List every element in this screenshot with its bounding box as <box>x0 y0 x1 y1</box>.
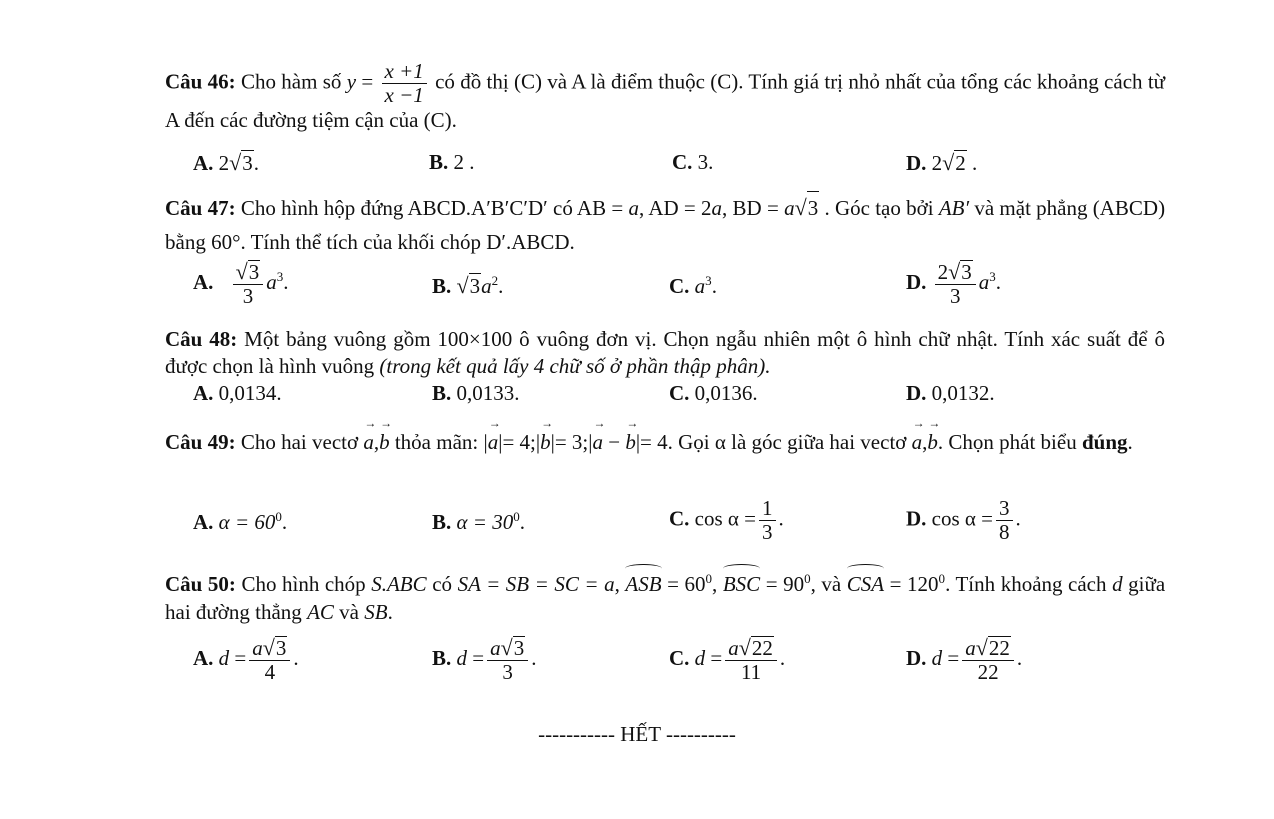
option-key: C. <box>669 381 690 405</box>
option-value: 0,0136. <box>694 381 758 405</box>
math-var: SB <box>364 600 388 625</box>
fraction <box>935 260 976 308</box>
vector-b: → b <box>927 424 938 462</box>
angle-csa: CSA <box>847 566 884 598</box>
option-key: A. <box>193 645 214 670</box>
question-text: có <box>432 572 453 596</box>
question-text: , BD = <box>722 196 779 220</box>
question-text: phát biểu <box>999 430 1077 454</box>
fraction <box>996 497 1013 544</box>
question-text: và <box>339 600 359 625</box>
denominator: 11 <box>740 660 762 685</box>
option-value: 2 <box>931 151 943 175</box>
denominator: 3 <box>762 520 773 545</box>
denominator: 3 <box>502 660 513 685</box>
option-d[interactable] <box>906 381 995 406</box>
numerator: a √ 3 <box>487 636 528 661</box>
option-c[interactable] <box>669 381 758 406</box>
option-key: A. <box>193 269 214 294</box>
question-text: . Tính <box>945 572 996 596</box>
question-49: Câu 49: Cho hai vectơ → a,→ b thỏa mãn: |→ a|= 4;|→ b|= 3;|→ a − → b|= 4. Gọi α là góc giữa hai vectơ → a,→ b. Chọn phát biểu đúng. <box>165 424 1165 462</box>
option-b[interactable]: B. d = a √ 3 3 . <box>432 635 537 685</box>
option-key: C. <box>669 645 690 670</box>
angle-asb: ASB <box>625 566 661 598</box>
question-text: giữa hai đường thẳng <box>165 572 1166 625</box>
question-text: , AD = 2 <box>638 196 712 220</box>
numerator: √ 3 <box>233 260 264 285</box>
question-text: Cho hình chóp <box>241 572 366 596</box>
denominator: x −1 <box>384 83 424 108</box>
option-tail: . <box>253 151 260 175</box>
angle-value: = 60 <box>667 572 706 596</box>
fraction <box>759 497 776 544</box>
question-text: Cho hai vectơ <box>240 430 359 454</box>
option-a[interactable]: A. √ 3 3 $a^3$. <box>193 259 289 309</box>
option-a[interactable] <box>193 150 259 176</box>
option-value: 0,0134. <box>218 381 282 405</box>
option-d[interactable]: D. 2 √ 3 3 $a^3$. <box>906 259 1002 309</box>
question-text: có đồ thị (C) và A là điểm thuộc (C). Tính giá trị nhỏ nhất của tổng các khoảng cách từ A đến các đường tiệm cận của (C). <box>165 69 1166 133</box>
question-47 <box>165 190 1165 259</box>
sqrt: √ 3 <box>795 190 820 225</box>
math-var: y <box>346 69 357 94</box>
options-49 <box>193 497 1193 553</box>
denominator: 3 <box>949 284 961 309</box>
angle-bsc: BSC <box>723 566 760 598</box>
radicand: 22 <box>988 636 1010 661</box>
numerator: a √ 3 <box>249 636 290 661</box>
sqrt: √ 3 <box>229 150 253 175</box>
angle-value: = 120 <box>889 572 939 596</box>
question-text: thỏa mãn: <box>394 430 479 454</box>
option-value: 2 . <box>453 150 475 174</box>
option-value: 2 <box>218 151 230 175</box>
options-47 <box>193 260 1193 310</box>
radicand: 3 <box>961 260 972 285</box>
question-text: khoảng cách <box>1000 572 1107 596</box>
option-key: D. <box>906 645 927 670</box>
option-value: α = 30 <box>456 510 514 534</box>
option-b[interactable] <box>429 150 475 175</box>
vector-b: → b <box>625 424 636 462</box>
question-label: Câu 46: <box>165 69 236 94</box>
option-value: 0,0132. <box>931 381 995 405</box>
option-c[interactable]: C. $a^3$. <box>669 273 717 298</box>
question-text: . Gọi α là góc giữa hai vectơ <box>667 430 907 454</box>
question-50: Câu 50: Cho hình chóp S.ABC có SA = SB = SC = a, ASB = $60^0$, BSC = $90^0$, và CSA = $120^0$. Tính khoảng cách d giữa hai đường thẳng AC và SB. <box>165 566 1165 627</box>
numerator: x +1 <box>382 60 427 84</box>
option-key: C. <box>669 274 690 298</box>
numerator: a √ 22 <box>725 636 777 661</box>
option-key: B. <box>429 150 449 174</box>
option-key: A. <box>193 510 214 534</box>
option-d[interactable] <box>906 150 977 176</box>
math-var: a <box>978 269 990 294</box>
option-value: 3. <box>697 150 714 174</box>
radicand: 3 <box>513 636 525 661</box>
option-b[interactable]: B. $\alpha = 30^0$. <box>432 509 525 534</box>
math-var: a <box>628 196 639 220</box>
angle-value: = 90 <box>765 572 805 596</box>
question-text: Cho hình hộp đứng ABCD.A′B′C′D′ có AB = <box>240 196 624 220</box>
coefficient: 2 <box>937 260 949 284</box>
question-text: Một bảng vuông gồm 100×100 ô vuông đơn vị. Chọn ngẫu nhiên một ô hình chữ nhật. Tính xác suất để ô được chọn là hình vuông <box>165 327 1165 379</box>
radicand: 22 <box>751 636 773 661</box>
question-text: , và <box>810 572 842 596</box>
question-text: . Chọn <box>937 430 994 454</box>
option-value: 0,0133. <box>456 381 520 405</box>
option-b[interactable] <box>432 381 520 406</box>
numerator: 2 √ 3 <box>935 260 976 285</box>
fraction <box>382 60 427 107</box>
math-var: a <box>711 196 723 220</box>
option-value: cos α = <box>694 506 757 531</box>
question-text: và mặt phẳng (ABCD) bằng 60°. Tính thể tích của khối chóp D′.ABCD. <box>165 196 1166 254</box>
condition: = 3; <box>554 430 589 454</box>
radicand: 3 <box>242 151 253 175</box>
question-label: Câu 47: <box>165 196 236 220</box>
option-d[interactable]: D. cos α = $\frac{3}{8}$ . <box>906 496 1021 545</box>
numerator: 3 <box>996 497 1013 521</box>
math-var: AB′ <box>938 196 970 220</box>
option-b[interactable]: B. √ 3 $a^2$. <box>432 273 504 298</box>
vector-b: → b <box>379 424 390 462</box>
radicand: 3 <box>807 191 820 226</box>
question-text: . <box>1127 430 1133 454</box>
fraction <box>233 260 264 308</box>
vector-a: → a <box>488 424 499 462</box>
question-text: . <box>387 600 393 625</box>
question-note: (trong kết quả lấy 4 chữ số ở phần thập phân). <box>379 354 771 379</box>
option-a[interactable] <box>193 381 282 406</box>
emphasis: đúng <box>1081 430 1128 454</box>
option-c[interactable] <box>672 150 713 175</box>
math-var: a <box>784 196 795 220</box>
option-key: A. <box>193 381 214 405</box>
math-var: d <box>1112 572 1123 596</box>
option-tail: . <box>966 151 978 175</box>
option-c[interactable]: C. cos α = $\frac{1}{3}$ . <box>669 496 784 545</box>
vector-b: → b <box>540 424 551 462</box>
radicand: 2 <box>955 151 966 175</box>
question-text: . Góc tạo bởi <box>824 196 934 220</box>
question-label: Câu 49: <box>165 430 236 454</box>
question-label: Câu 48: <box>165 327 238 351</box>
denominator: 22 <box>977 660 999 685</box>
question-text: Cho hàm số <box>240 69 342 94</box>
math-expression: SA = SB = SC = a <box>457 572 615 596</box>
option-a[interactable]: A. $\alpha = 60^0$. <box>193 509 288 534</box>
fraction <box>249 636 290 684</box>
vector-a: → a <box>592 424 603 462</box>
numerator: 1 <box>759 497 776 521</box>
vector-a: → a <box>363 424 374 462</box>
sqrt: √ 2 <box>942 150 966 175</box>
option-d[interactable]: D. d = a √ 22 22 . <box>906 635 1023 685</box>
option-key: B. <box>432 381 452 405</box>
option-key: B. <box>432 274 452 298</box>
math-var: a <box>694 274 706 298</box>
option-key: C. <box>672 150 693 174</box>
math-var: AC <box>307 600 334 625</box>
condition: = 4 <box>640 430 668 454</box>
question-label: Câu 50: <box>165 572 236 596</box>
radicand: 3 <box>275 636 287 661</box>
option-a[interactable]: A. d = a √ 3 4 . <box>193 635 299 685</box>
question-48 <box>165 326 1165 381</box>
option-key: D. <box>906 269 927 294</box>
option-value: cos α = <box>931 506 994 531</box>
option-value: α = 60 <box>218 510 276 534</box>
radicand: 3 <box>469 274 481 298</box>
option-c[interactable]: C. d = a √ 22 11 . <box>669 635 786 685</box>
fraction <box>962 636 1014 684</box>
condition: = 4; <box>502 430 536 454</box>
denominator: 3 <box>242 284 254 309</box>
math-var: a <box>481 274 492 298</box>
option-key: A. <box>193 151 214 175</box>
end-marker: ----------- HẾT ---------- <box>538 722 736 746</box>
denominator: 8 <box>999 520 1010 545</box>
denominator: 4 <box>264 660 276 685</box>
radicand: 3 <box>248 260 260 285</box>
numerator: a √ 22 <box>962 636 1014 661</box>
vector-a: → a <box>912 424 923 462</box>
option-key: C. <box>669 506 690 531</box>
option-key: D. <box>906 506 927 531</box>
option-key: D. <box>906 381 927 405</box>
fraction <box>725 636 777 684</box>
math-var: a <box>266 269 277 294</box>
fraction <box>487 636 528 684</box>
question-46: Câu 46: Cho hàm số y = $\frac{x +1}{x -1}$ có đồ thị (C) và A là điểm thuộc (C). Tính giá trị nhỏ nhất của tổng các khoảng cách từ A đến các đường tiệm cận của (C). <box>165 59 1166 133</box>
option-key: B. <box>432 510 452 534</box>
options-50 <box>193 636 1193 692</box>
option-key: B. <box>432 645 452 670</box>
math-var: S.ABC <box>371 572 427 596</box>
option-key: D. <box>906 151 927 175</box>
sqrt: √ 3 <box>456 273 481 298</box>
